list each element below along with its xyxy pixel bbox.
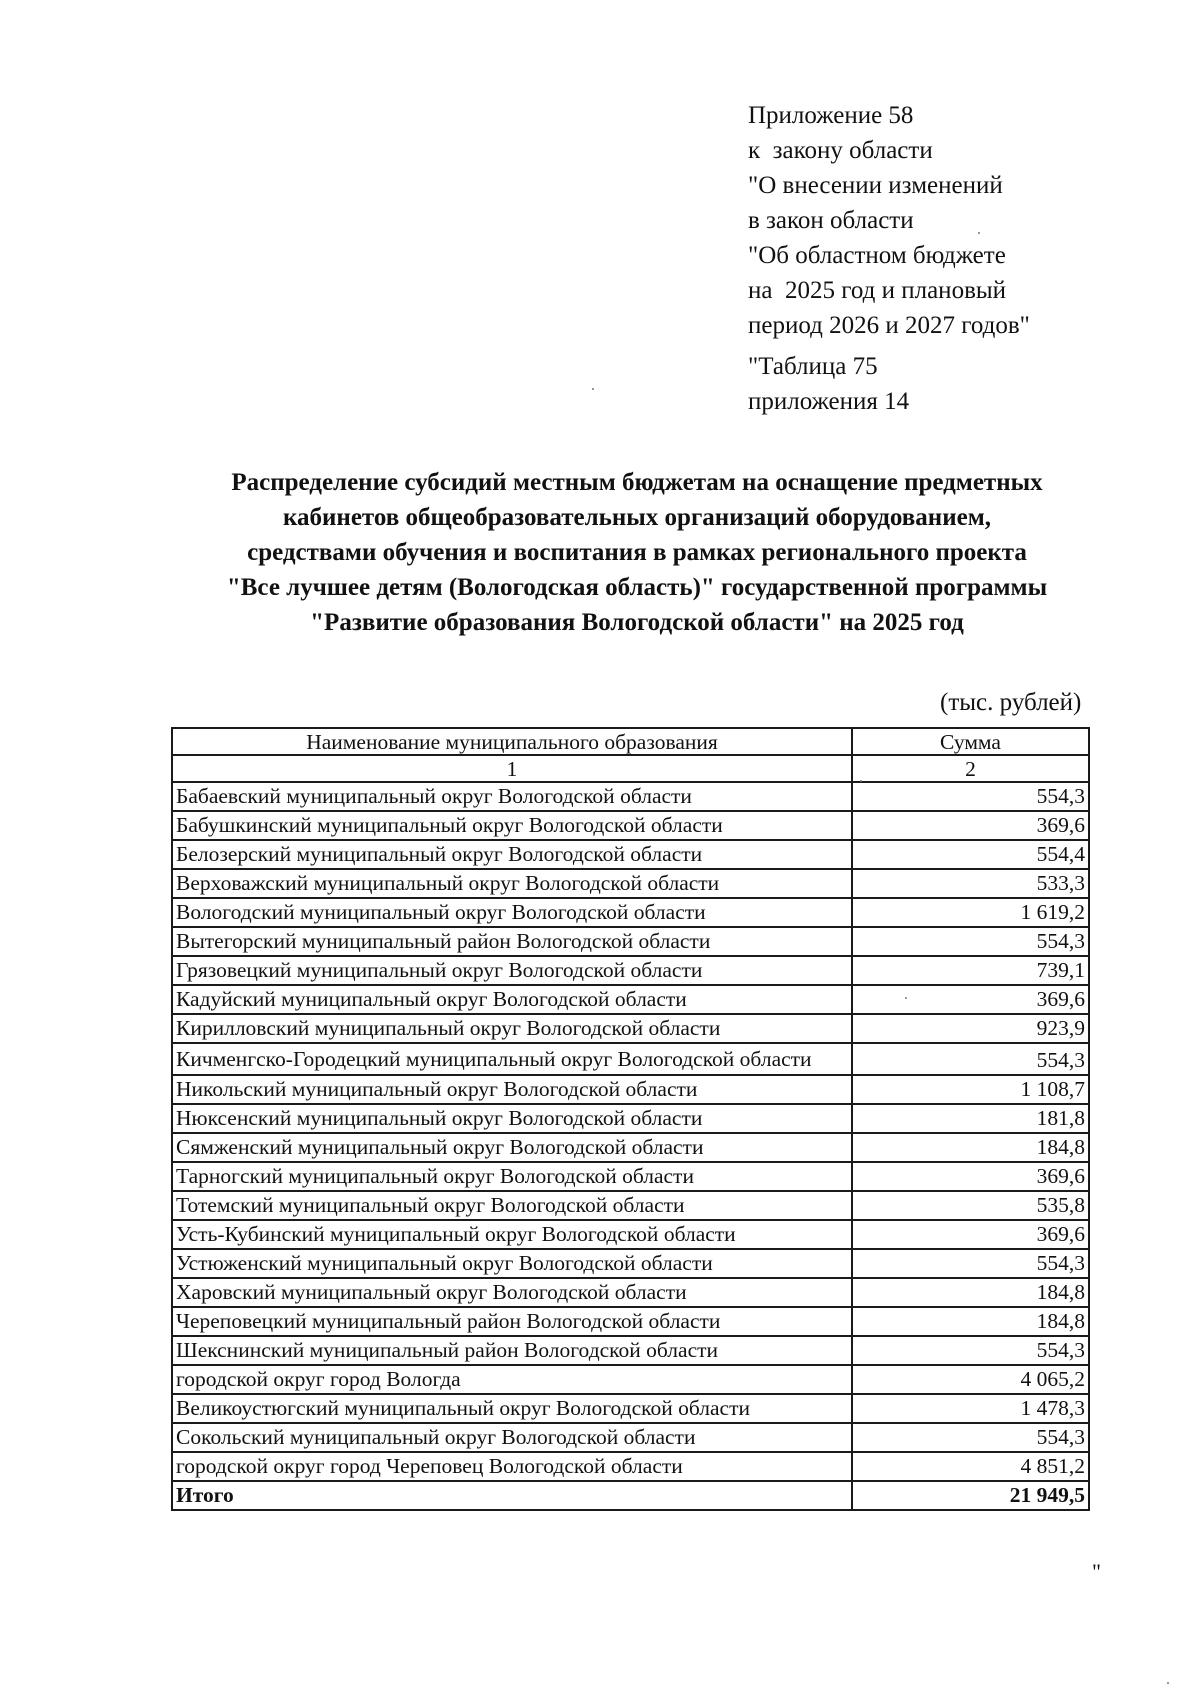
table-row	[172, 1278, 1089, 1307]
table-row	[172, 1133, 1089, 1162]
subsidy-amount: 184,8	[852, 1133, 1089, 1162]
column-number: 1	[172, 755, 852, 782]
table-row	[172, 985, 1089, 1014]
subsidy-amount: 739,1	[852, 956, 1089, 985]
closing-quote: "	[1092, 1559, 1101, 1584]
subsidy-amount: 369,6	[852, 811, 1089, 840]
subsidy-amount: 923,9	[852, 1014, 1089, 1043]
title-line: кабинетов общеобразовательных организаций оборудованием,	[283, 504, 991, 531]
municipality-name: Кирилловский муниципальный округ Вологодской области	[172, 1014, 852, 1043]
subsidy-amount: 554,3	[852, 782, 1089, 811]
table-header-row	[172, 728, 1089, 755]
table-row	[172, 1249, 1089, 1278]
table-row	[172, 1162, 1089, 1191]
annex-block	[748, 98, 1030, 419]
annex-line: период 2026 и 2027 годов"	[748, 312, 1030, 339]
table-row	[172, 1423, 1089, 1452]
municipality-name: Сямженский муниципальный округ Вологодской области	[172, 1133, 852, 1162]
subsidy-amount: 535,8	[852, 1191, 1089, 1220]
municipality-name: городской округ город Вологда	[172, 1365, 852, 1394]
subsidy-amount: 184,8	[852, 1278, 1089, 1307]
annex-line: Приложение 58	[748, 102, 914, 129]
table-row	[172, 1075, 1089, 1104]
table-row	[172, 1191, 1089, 1220]
document-title	[150, 465, 1124, 640]
total-row	[172, 1481, 1089, 1510]
scan-speck	[978, 232, 980, 234]
municipality-name: Вытегорский муниципальный район Вологодской области	[172, 927, 852, 956]
header-sum: Сумма	[852, 728, 1089, 755]
municipality-name: Усть-Кубинский муниципальный округ Вологодской области	[172, 1220, 852, 1249]
subsidy-amount: 554,3	[852, 1423, 1089, 1452]
subsidy-amount: 554,3	[852, 1249, 1089, 1278]
table-row	[172, 1394, 1089, 1423]
units-label: (тыс. рублей)	[940, 689, 1082, 716]
subsidy-amount: 184,8	[852, 1307, 1089, 1336]
header-name: Наименование муниципального образования	[172, 728, 852, 755]
municipality-name: Кичменгско-Городецкий муниципальный округ Вологодской области	[172, 1043, 852, 1075]
municipality-name: Нюксенский муниципальный округ Вологодской области	[172, 1104, 852, 1133]
table-row	[172, 1307, 1089, 1336]
annex-line: в закон области	[748, 207, 914, 234]
table-ref-line: приложения 14	[748, 388, 910, 415]
table-row	[172, 811, 1089, 840]
municipality-name: Вологодский муниципальный округ Вологодской области	[172, 898, 852, 927]
table-row	[172, 1014, 1089, 1043]
subsidy-amount: 369,6	[852, 1220, 1089, 1249]
table-row	[172, 1220, 1089, 1249]
table-row	[172, 1043, 1089, 1075]
annex-line: на 2025 год и плановый	[748, 277, 1007, 304]
column-number-row	[172, 755, 1089, 782]
municipality-name: Шекснинский муниципальный район Вологодской области	[172, 1336, 852, 1365]
table-row	[172, 1104, 1089, 1133]
municipality-name: Бабаевский муниципальный округ Вологодской области	[172, 782, 852, 811]
subsidy-amount: 554,3	[852, 1043, 1089, 1075]
municipality-name: Бабушкинский муниципальный округ Вологодской области	[172, 811, 852, 840]
table-row	[172, 1365, 1089, 1394]
table-row	[172, 869, 1089, 898]
title-line: Распределение субсидий местным бюджетам на оснащение предметных	[231, 469, 1043, 496]
subsidy-amount: 554,4	[852, 840, 1089, 869]
total-amount: 21 949,5	[852, 1481, 1089, 1510]
subsidy-amount: 533,3	[852, 869, 1089, 898]
column-number: 2	[852, 755, 1089, 782]
scan-speck	[860, 780, 862, 782]
subsidy-amount: 1 478,3	[852, 1394, 1089, 1423]
subsidy-amount: 369,6	[852, 985, 1089, 1014]
table-row	[172, 898, 1089, 927]
scan-speck	[592, 388, 594, 390]
municipality-name: Грязовецкий муниципальный округ Вологодской области	[172, 956, 852, 985]
municipality-name: Верховажский муниципальный округ Вологодской области	[172, 869, 852, 898]
subsidy-amount: 554,3	[852, 1336, 1089, 1365]
scan-speck	[905, 997, 907, 999]
annex-line: "Об областном бюджете	[748, 242, 1006, 269]
municipality-name: Харовский муниципальный округ Вологодской области	[172, 1278, 852, 1307]
municipality-name: городской округ город Череповец Вологодской области	[172, 1452, 852, 1481]
municipality-name: Сокольский муниципальный округ Вологодской области	[172, 1423, 852, 1452]
subsidy-amount: 1 619,2	[852, 898, 1089, 927]
municipality-name: Белозерский муниципальный округ Вологодской области	[172, 840, 852, 869]
subsidy-amount: 4 851,2	[852, 1452, 1089, 1481]
subsidy-amount: 181,8	[852, 1104, 1089, 1133]
table-row	[172, 956, 1089, 985]
table-ref-line: "Таблица 75	[748, 353, 878, 380]
municipality-name: Тарногский муниципальный округ Вологодской области	[172, 1162, 852, 1191]
table-row	[172, 927, 1089, 956]
municipality-name: Череповецкий муниципальный район Вологодской области	[172, 1307, 852, 1336]
municipality-name: Тотемский муниципальный округ Вологодской области	[172, 1191, 852, 1220]
annex-line: к закону области	[748, 137, 933, 164]
municipality-name: Кадуйский муниципальный округ Вологодской области	[172, 985, 852, 1014]
municipality-name: Великоустюгский муниципальный округ Вологодской области	[172, 1394, 852, 1423]
subsidy-amount: 554,3	[852, 927, 1089, 956]
subsidy-table	[171, 727, 1090, 1511]
subsidy-amount: 1 108,7	[852, 1075, 1089, 1104]
municipality-name: Никольский муниципальный округ Вологодской области	[172, 1075, 852, 1104]
title-line: средствами обучения и воспитания в рамках регионального проекта	[247, 539, 1027, 566]
title-line: "Все лучшее детям (Вологодская область)" государственной программы	[226, 574, 1048, 601]
scan-speck	[1167, 1682, 1169, 1684]
subsidy-amount: 369,6	[852, 1162, 1089, 1191]
total-label: Итого	[172, 1481, 852, 1510]
annex-line: "О внесении изменений	[748, 172, 1003, 199]
subsidy-amount: 4 065,2	[852, 1365, 1089, 1394]
table-row	[172, 1452, 1089, 1481]
table-row	[172, 840, 1089, 869]
table-row	[172, 1336, 1089, 1365]
municipality-name: Устюженский муниципальный округ Вологодской области	[172, 1249, 852, 1278]
title-line: "Развитие образования Вологодской области" на 2025 год	[310, 609, 964, 636]
table-row	[172, 782, 1089, 811]
